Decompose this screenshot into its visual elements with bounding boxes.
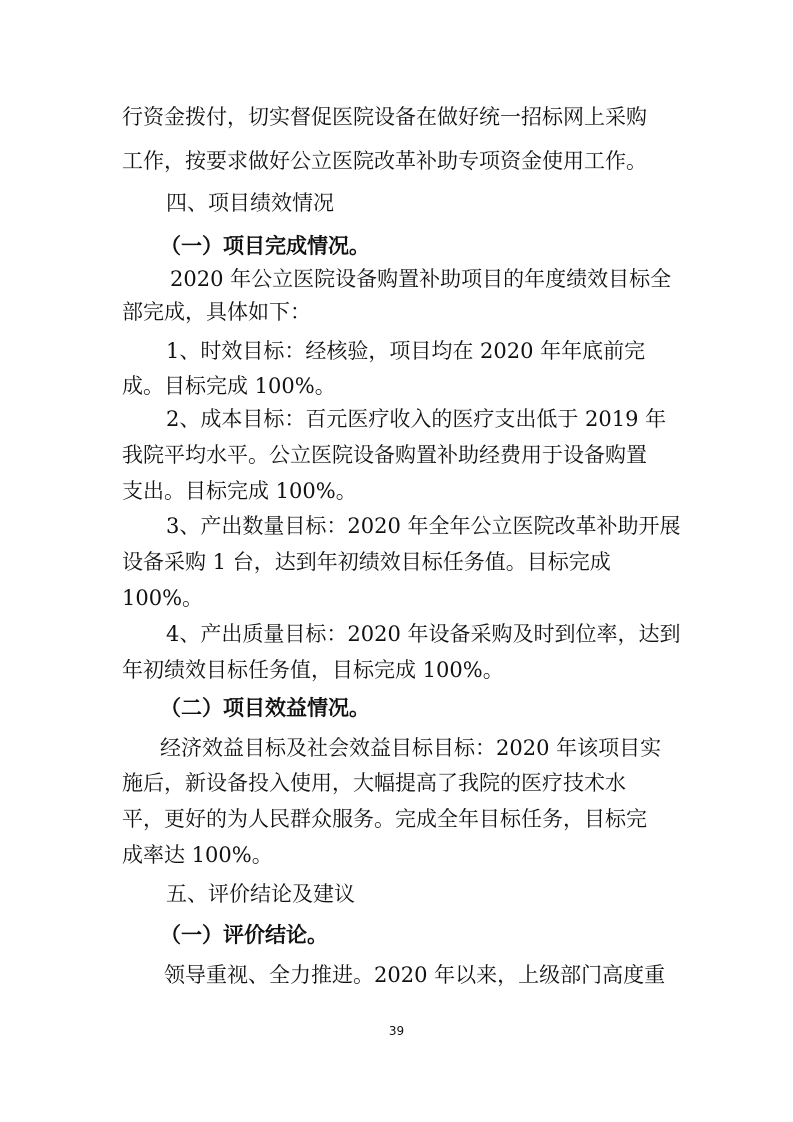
body-line: 部完成，具体如下： [122, 300, 311, 324]
body-line: 1、时效目标：经核验，项目均在 2020 年年底前完 [166, 339, 646, 363]
body-line: 领导重视、全力推进。2020 年以来，上级部门高度重 [164, 963, 666, 987]
body-line: 施后，新设备投入使用，大幅提高了我院的医疗技术水 [122, 771, 626, 795]
body-line: 我院平均水平。公立医院设备购置补助经费用于设备购置 [122, 443, 647, 467]
subsection-heading: （一）评价结论。 [160, 923, 328, 947]
body-line: 2020 年公立医院设备购置补助项目的年度绩效目标全 [170, 267, 672, 291]
body-line: 2、成本目标：百元医疗收入的医疗支出低于 2019 年 [166, 407, 667, 431]
body-line: 支出。目标完成 100%。 [122, 479, 357, 503]
body-line: 平，更好的为人民群众服务。完成全年目标任务，目标完 [122, 807, 647, 831]
body-line: 设备采购 1 台，达到年初绩效目标任务值。目标完成 [122, 550, 611, 574]
subsection-heading: （一）项目完成情况。 [160, 234, 370, 258]
body-line: 年初绩效目标任务值，目标完成 100%。 [122, 658, 504, 682]
body-line: 3、产出数量目标：2020 年全年公立医院改革补助开展 [166, 514, 681, 538]
body-line: 100%。 [122, 586, 204, 610]
body-line: 行资金拨付，切实督促医院设备在做好统一招标网上采购 [122, 105, 647, 129]
section-heading: 五、评价结论及建议 [166, 882, 355, 906]
body-line: 成。目标完成 100%。 [122, 374, 336, 398]
body-line: 工作，按要求做好公立医院改革补助专项资金使用工作。 [122, 149, 647, 173]
subsection-heading: （二）项目效益情况。 [160, 696, 370, 720]
body-line: 4、产出质量目标：2020 年设备采购及时到位率，达到 [166, 622, 681, 646]
page-number: 39 [388, 1024, 405, 1038]
body-line: 成率达 100%。 [122, 843, 273, 867]
body-line: 经济效益目标及社会效益目标目标：2020 年该项目实 [160, 736, 662, 760]
section-heading: 四、项目绩效情况 [166, 191, 334, 215]
